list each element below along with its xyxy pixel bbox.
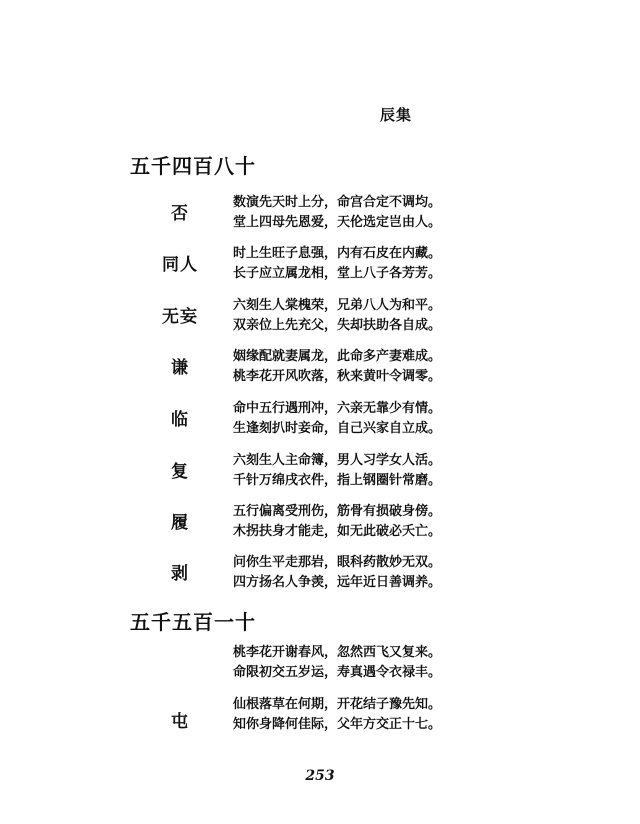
verse-line: 四方扬名人争羡，远年近日善调养。 [233, 575, 442, 590]
verse-line: 数演先天时上分，命宫合定不调均。 [233, 195, 442, 210]
hexagram-name: 无妄 [162, 307, 198, 327]
hexagram-name: 谦 [171, 358, 189, 378]
verse-line: 六刻生人主命簿，男人习学女人活。 [233, 453, 442, 468]
verse [233, 451, 633, 491]
verse [233, 643, 633, 683]
hexagram-name: 同人 [162, 255, 198, 275]
verse-line: 问你生平走那岩，眼科药散妙无双。 [233, 555, 442, 570]
verse-line: 生逢刻扒时妾命，自己兴家自立成。 [233, 421, 442, 436]
verse-line: 长子应立属龙相，堂上八子各芳芳。 [233, 266, 442, 281]
hexagram-name: 否 [171, 204, 189, 224]
verse-line: 千针万绵戌衣件，指上钢圈针常磨。 [233, 473, 442, 488]
verse-line: 桃李花开谢春风，忽然西飞又复来。 [233, 645, 442, 660]
section-heading: 五千五百一十 [130, 610, 256, 634]
verse [233, 695, 633, 735]
verse-line: 五行偏离受刑伤，筋骨有损破身傍。 [233, 504, 442, 519]
verse-line: 命中五行遇刑冲，六亲无靠少有情。 [233, 401, 442, 416]
verse-line: 命限初交五岁运，寿真遇令衣禄丰。 [233, 665, 442, 680]
verse-line: 姻缘配就妻属龙，此命多产妻难成。 [233, 349, 442, 364]
list-item [0, 502, 640, 546]
verse-line: 仙根落草在何期，开花结子豫先知。 [233, 697, 442, 712]
verse-line: 双亲位上先充父，失却扶助各自成。 [233, 318, 442, 333]
verse [233, 296, 633, 336]
list-item [0, 347, 640, 391]
verse-line: 堂上四母先恩爱，天伦选定岂由人。 [233, 215, 442, 230]
hexagram-name: 剥 [171, 564, 189, 584]
list-item [0, 399, 640, 443]
verse [233, 347, 633, 387]
verse [233, 193, 633, 233]
verse-line: 知你身降何佳际，父年方交正十七。 [233, 717, 442, 732]
running-header: 辰集 [380, 106, 413, 124]
hexagram-name: 履 [171, 513, 189, 533]
verse [233, 553, 633, 593]
list-item [0, 643, 640, 687]
verse-line: 木拐扶身才能走，如无此破必夭亡。 [233, 524, 442, 539]
hexagram-name: 屯 [171, 712, 189, 732]
verse [233, 502, 633, 542]
list-item [0, 296, 640, 340]
hexagram-name: 临 [171, 410, 189, 430]
hexagram-name: 复 [171, 462, 189, 482]
section-heading: 五千四百八十 [130, 154, 256, 178]
list-item [0, 553, 640, 597]
list-item [0, 451, 640, 495]
verse-line: 时上生旺子息强，内有石皮在内藏。 [233, 246, 442, 261]
verse-line: 桃李花开风吹落，秋来黄叶令调零。 [233, 369, 442, 384]
list-item [0, 193, 640, 237]
verse [233, 399, 633, 439]
list-item [0, 244, 640, 288]
verse [233, 244, 633, 284]
list-item [0, 695, 640, 739]
verse-line: 六刻生人棠槐荣，兄弟八人为和平。 [233, 298, 442, 313]
page-number: 253 [305, 768, 335, 784]
